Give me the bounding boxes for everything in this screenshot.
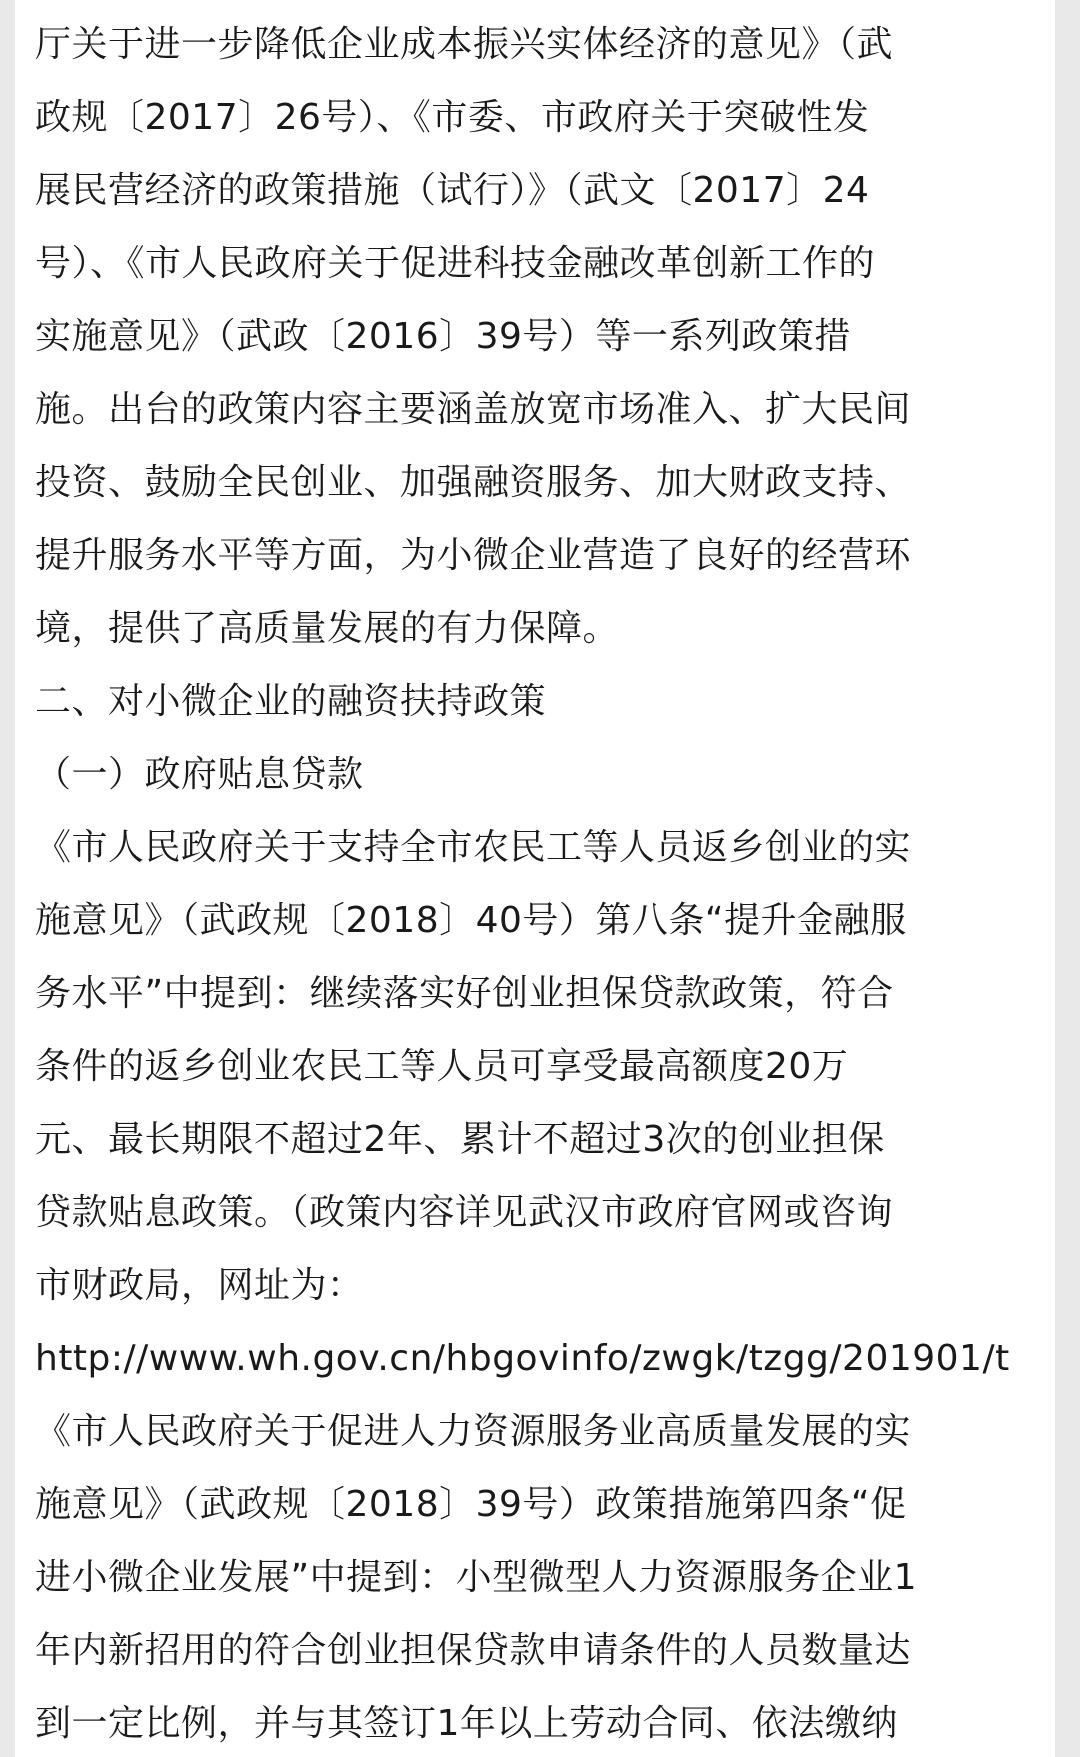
text-line: 《市人民政府关于促进人力资源服务业高质量发展的实	[35, 1411, 912, 1452]
text-line: 《市人民政府关于支持全市农民工等人员返乡创业的实	[35, 827, 912, 868]
text-line: 进小微企业发展”中提到：小型微型人力资源服务企业1	[35, 1557, 918, 1598]
text-line: 年内新招用的符合创业担保贷款申请条件的人员数量达	[35, 1630, 912, 1671]
text-line: 施意见》（武政规〔2018〕39号）政策措施第四条“促	[35, 1484, 907, 1525]
text-line: 市财政局，网址为：	[35, 1265, 364, 1306]
document-body	[35, 8, 1055, 1757]
text-line: 提升服务水平等方面，为小微企业营造了良好的经营环	[35, 535, 912, 576]
text-line: 展民营经济的政策措施（试行）》（武文〔2017〕24	[35, 170, 870, 211]
text-line: 条件的返乡创业农民工等人员可享受最高额度20万	[35, 1046, 849, 1087]
url-link[interactable]: http://www.wh.gov.cn/hbgovinfo/zwgk/tzgg/201901/t	[35, 1338, 1010, 1379]
document-page	[15, 0, 1055, 1757]
text-line: 施。出台的政策内容主要涵盖放宽市场准入、扩大民间	[35, 389, 912, 430]
text-line: 实施意见》（武政〔2016〕39号）等一系列政策措	[35, 316, 851, 357]
text-line: 元、最长期限不超过2年、累计不超过3次的创业担保	[35, 1119, 885, 1160]
text-line: 境，提供了高质量发展的有力保障。	[35, 608, 620, 649]
section-heading: 二、对小微企业的融资扶持政策	[35, 681, 547, 722]
text-line: 号）、《市人民政府关于促进科技金融改革创新工作的	[35, 243, 876, 284]
text-line: 贷款贴息政策。（政策内容详见武汉市政府官网或咨询	[35, 1192, 894, 1233]
text-line: 厅关于进一步降低企业成本振兴实体经济的意见》（武	[35, 24, 894, 65]
text-line: 务水平”中提到：继续落实好创业担保贷款政策，符合	[35, 973, 894, 1014]
text-line: 到一定比例，并与其签订1年以上劳动合同、依法缴纳	[35, 1703, 898, 1744]
subsection-heading: （一）政府贴息贷款	[35, 754, 364, 795]
text-line: 投资、鼓励全民创业、加强融资服务、加大财政支持、	[35, 462, 912, 503]
text-line: 政规〔2017〕26号）、《市委、市政府关于突破性发	[35, 97, 870, 138]
text-line: 施意见》（武政规〔2018〕40号）第八条“提升金融服	[35, 900, 907, 941]
